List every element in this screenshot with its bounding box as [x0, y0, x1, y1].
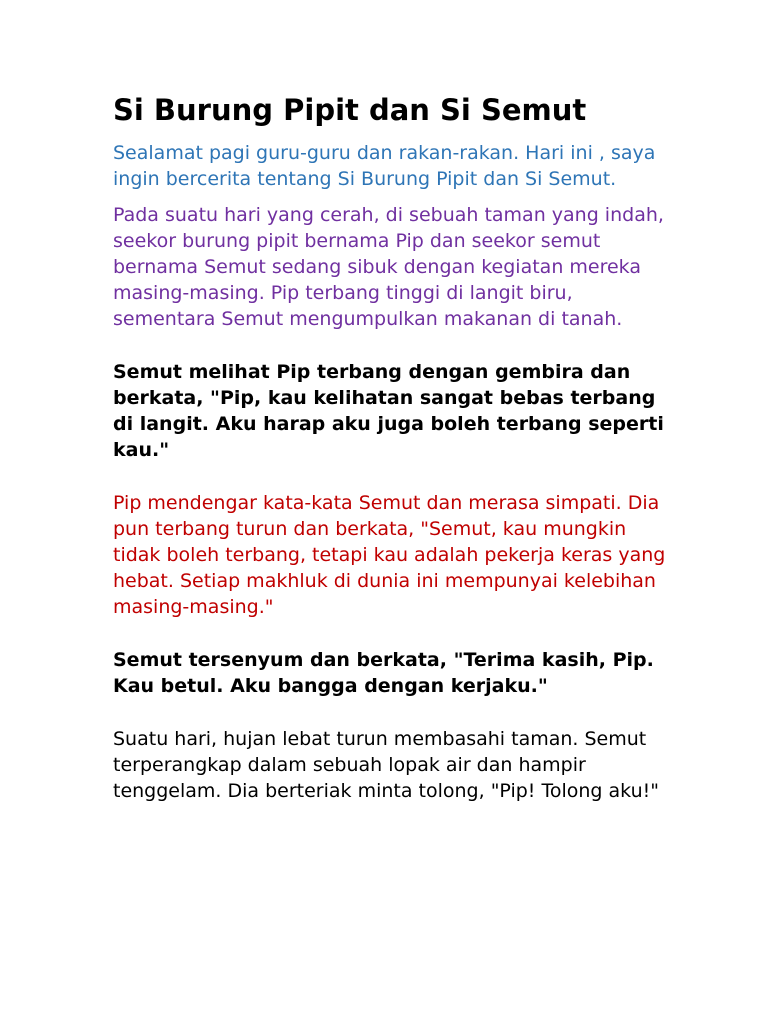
story-paragraph-1: Pada suatu hari yang cerah, di sebuah taman yang indah, seekor burung pipit bernama Pip dan seekor semut bernama Semut sedang sibuk dengan kegiatan mereka masing-masing. Pip terbang tinggi di langit biru, sementara Semut mengumpulkan makanan di tanah.	[113, 204, 664, 330]
story-paragraph-3: Pip mendengar kata-kata Semut dan merasa simpati. Dia pun terbang turun dan berkata, "Semut, kau mungkin tidak boleh terbang, tetapi kau adalah pekerja keras yang hebat. Setiap makhluk di dunia ini mempunyai kelebihan masing-masing."	[113, 492, 666, 618]
intro-paragraph: Sealamat pagi guru-guru dan rakan-rakan. Hari ini , saya ingin bercerita tentang Si Burung Pipit dan Si Semut.	[113, 142, 656, 190]
story-paragraph-2: Semut melihat Pip terbang dengan gembira dan berkata, "Pip, kau kelihatan sangat bebas terbang di langit. Aku harap aku juga boleh terbang seperti kau."	[113, 361, 664, 461]
document-title: Si Burung Pipit dan Si Semut	[113, 93, 587, 127]
story-paragraph-4: Semut tersenyum dan berkata, "Terima kasih, Pip. Kau betul. Aku bangga dengan kerjaku."	[113, 649, 654, 697]
story-paragraph-5: Suatu hari, hujan lebat turun membasahi taman. Semut terperangkap dalam sebuah lopak air dan hampir tenggelam. Dia berteriak minta tolong, "Pip! Tolong aku!"	[113, 728, 659, 802]
